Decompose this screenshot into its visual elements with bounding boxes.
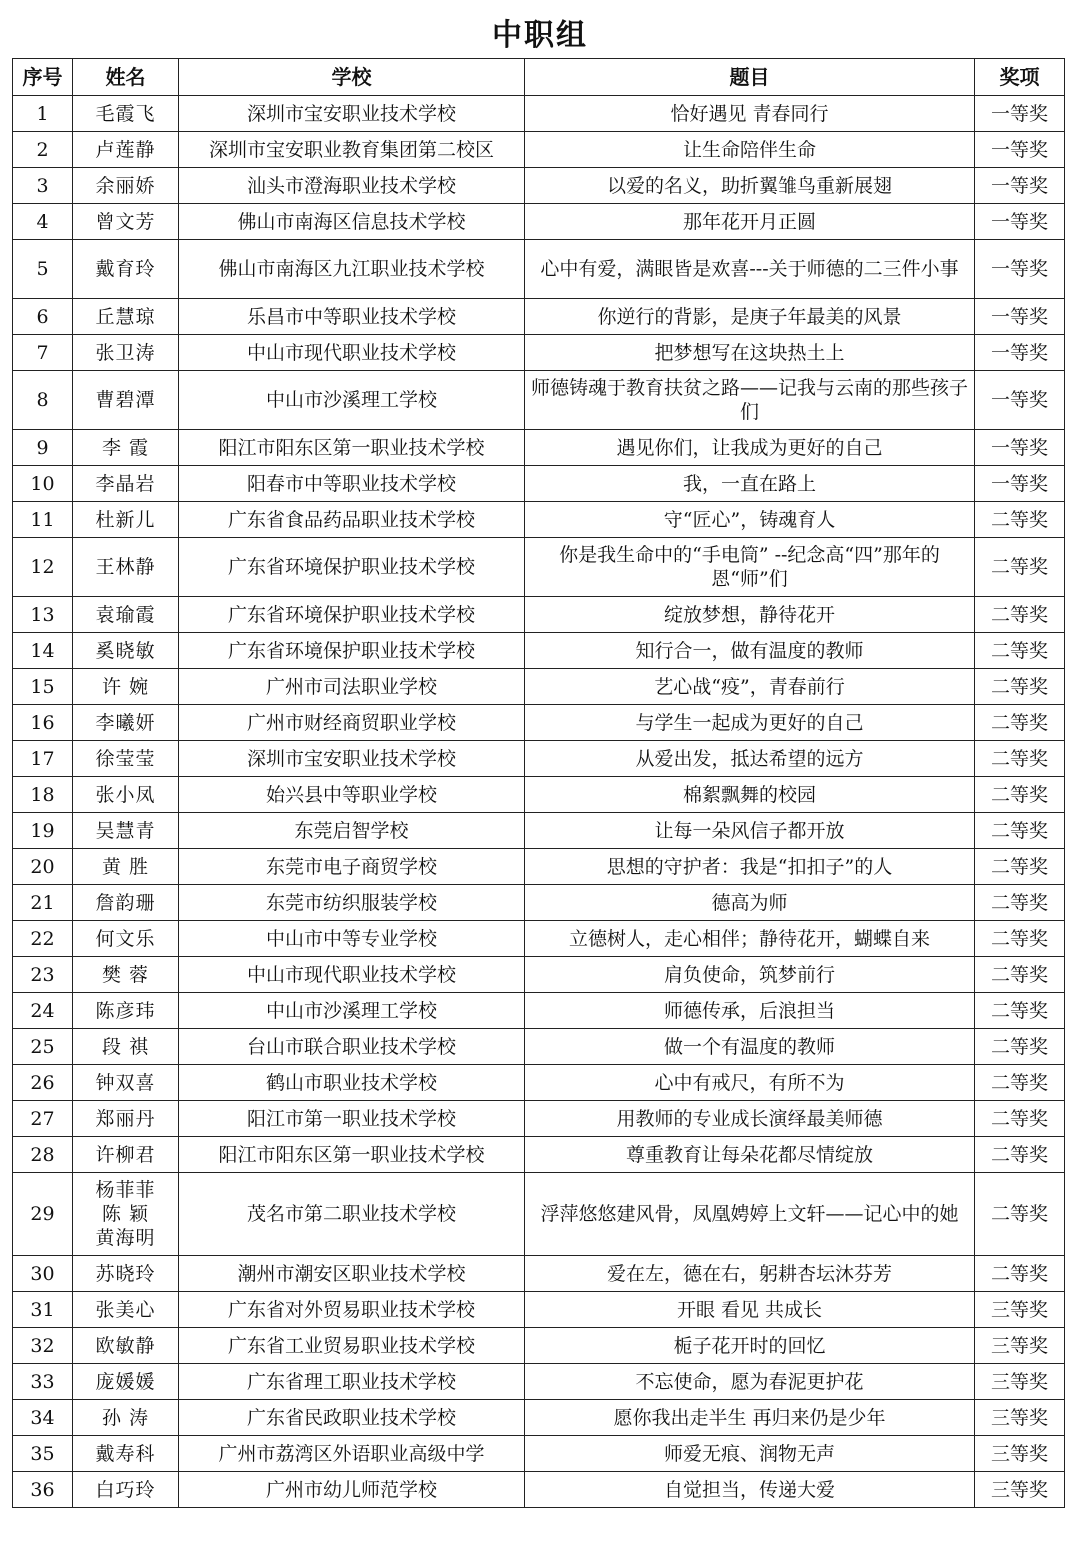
cell-name: 王林静	[73, 538, 179, 597]
cell-school: 汕头市澄海职业技术学校	[179, 168, 525, 204]
cell-award: 二等奖	[975, 777, 1065, 813]
cell-award: 二等奖	[975, 538, 1065, 597]
cell-award: 三等奖	[975, 1292, 1065, 1328]
cell-award: 二等奖	[975, 1173, 1065, 1256]
cell-name: 李晶岩	[73, 466, 179, 502]
table-row	[13, 921, 1065, 957]
header-topic: 题目	[525, 59, 975, 96]
cell-no: 20	[13, 849, 73, 885]
cell-no: 13	[13, 597, 73, 633]
table-row	[13, 1328, 1065, 1364]
table-row	[13, 705, 1065, 741]
cell-name: 苏晓玲	[73, 1256, 179, 1292]
cell-school: 广东省食品药品职业技术学校	[179, 502, 525, 538]
cell-no: 32	[13, 1328, 73, 1364]
cell-no: 7	[13, 335, 73, 371]
cell-school: 广东省工业贸易职业技术学校	[179, 1328, 525, 1364]
cell-topic: 爱在左，德在右，躬耕杏坛沐芬芳	[525, 1256, 975, 1292]
cell-award: 二等奖	[975, 502, 1065, 538]
cell-award: 一等奖	[975, 240, 1065, 299]
cell-name: 许 婉	[73, 669, 179, 705]
cell-school: 佛山市南海区信息技术学校	[179, 204, 525, 240]
cell-no: 21	[13, 885, 73, 921]
table-row	[13, 335, 1065, 371]
cell-no: 15	[13, 669, 73, 705]
cell-school: 鹤山市职业技术学校	[179, 1065, 525, 1101]
cell-school: 阳江市第一职业技术学校	[179, 1101, 525, 1137]
cell-name: 丘慧琼	[73, 299, 179, 335]
cell-name: 曹碧潭	[73, 371, 179, 430]
cell-topic: 知行合一，做有温度的教师	[525, 633, 975, 669]
cell-school: 深圳市宝安职业教育集团第二校区	[179, 132, 525, 168]
cell-topic: 我，一直在路上	[525, 466, 975, 502]
cell-name: 樊 蓉	[73, 957, 179, 993]
table-row	[13, 597, 1065, 633]
cell-name: 许柳君	[73, 1137, 179, 1173]
table-row	[13, 168, 1065, 204]
cell-award: 一等奖	[975, 204, 1065, 240]
cell-topic: 思想的守护者：我是“扣扣子”的人	[525, 849, 975, 885]
cell-no: 31	[13, 1292, 73, 1328]
cell-award: 一等奖	[975, 168, 1065, 204]
table-row	[13, 813, 1065, 849]
cell-school: 广东省理工职业技术学校	[179, 1364, 525, 1400]
cell-topic: 让每一朵风信子都开放	[525, 813, 975, 849]
cell-school: 深圳市宝安职业技术学校	[179, 741, 525, 777]
cell-name: 吴慧青	[73, 813, 179, 849]
table-row	[13, 885, 1065, 921]
table-row	[13, 371, 1065, 430]
cell-school: 中山市沙溪理工学校	[179, 993, 525, 1029]
cell-topic: 浮萍悠悠建风骨，凤凰娉婷上文轩——记心中的她	[525, 1173, 975, 1256]
cell-topic: 从爱出发，抵达希望的远方	[525, 741, 975, 777]
cell-topic: 把梦想写在这块热土上	[525, 335, 975, 371]
cell-school: 广州市荔湾区外语职业高级中学	[179, 1436, 525, 1472]
cell-award: 二等奖	[975, 885, 1065, 921]
cell-name: 白巧玲	[73, 1472, 179, 1508]
cell-no: 9	[13, 430, 73, 466]
table-row	[13, 1436, 1065, 1472]
cell-award: 二等奖	[975, 921, 1065, 957]
cell-no: 24	[13, 993, 73, 1029]
cell-name: 曾文芳	[73, 204, 179, 240]
cell-topic: 艺心战“疫”，青春前行	[525, 669, 975, 705]
cell-topic: 师德传承，后浪担当	[525, 993, 975, 1029]
header-row	[13, 59, 1065, 96]
cell-school: 广州市财经商贸职业学校	[179, 705, 525, 741]
table-row	[13, 957, 1065, 993]
page-title: 中职组	[492, 18, 588, 53]
cell-award: 三等奖	[975, 1400, 1065, 1436]
cell-name: 黄 胜	[73, 849, 179, 885]
cell-topic: 不忘使命，愿为春泥更护花	[525, 1364, 975, 1400]
cell-topic: 与学生一起成为更好的自己	[525, 705, 975, 741]
table-row	[13, 538, 1065, 597]
cell-topic: 守“匠心”，铸魂育人	[525, 502, 975, 538]
table-row	[13, 1173, 1065, 1256]
cell-name: 张小凤	[73, 777, 179, 813]
cell-no: 4	[13, 204, 73, 240]
cell-school: 东莞市电子商贸学校	[179, 849, 525, 885]
table-row	[13, 1101, 1065, 1137]
cell-no: 34	[13, 1400, 73, 1436]
table-body	[13, 96, 1065, 1508]
cell-no: 1	[13, 96, 73, 132]
cell-no: 3	[13, 168, 73, 204]
cell-topic: 以爱的名义，助折翼雏鸟重新展翅	[525, 168, 975, 204]
cell-no: 27	[13, 1101, 73, 1137]
cell-name: 袁瑜霞	[73, 597, 179, 633]
table-row	[13, 777, 1065, 813]
cell-topic: 绽放梦想，静待花开	[525, 597, 975, 633]
cell-award: 二等奖	[975, 705, 1065, 741]
cell-name: 杨菲菲 陈 颖 黄海明	[73, 1173, 179, 1256]
cell-name: 李曦妍	[73, 705, 179, 741]
cell-name: 戴寿科	[73, 1436, 179, 1472]
cell-name: 郑丽丹	[73, 1101, 179, 1137]
cell-school: 广东省环境保护职业技术学校	[179, 538, 525, 597]
cell-topic: 让生命陪伴生命	[525, 132, 975, 168]
cell-no: 17	[13, 741, 73, 777]
cell-school: 广东省民政职业技术学校	[179, 1400, 525, 1436]
cell-name: 卢莲静	[73, 132, 179, 168]
cell-topic: 遇见你们，让我成为更好的自己	[525, 430, 975, 466]
cell-topic: 师爱无痕、润物无声	[525, 1436, 975, 1472]
cell-school: 茂名市第二职业技术学校	[179, 1173, 525, 1256]
cell-award: 二等奖	[975, 669, 1065, 705]
cell-award: 一等奖	[975, 96, 1065, 132]
cell-school: 深圳市宝安职业技术学校	[179, 96, 525, 132]
cell-award: 二等奖	[975, 597, 1065, 633]
cell-topic: 你是我生命中的“手电筒” --纪念高“四”那年的恩“师”们	[525, 538, 975, 597]
cell-award: 二等奖	[975, 1256, 1065, 1292]
cell-award: 二等奖	[975, 1065, 1065, 1101]
cell-award: 二等奖	[975, 957, 1065, 993]
table-row	[13, 204, 1065, 240]
table-row	[13, 633, 1065, 669]
cell-topic: 开眼 看见 共成长	[525, 1292, 975, 1328]
cell-name: 余丽娇	[73, 168, 179, 204]
cell-topic: 师德铸魂于教育扶贫之路——记我与云南的那些孩子们	[525, 371, 975, 430]
cell-award: 二等奖	[975, 993, 1065, 1029]
cell-name: 詹韵珊	[73, 885, 179, 921]
table-row	[13, 132, 1065, 168]
cell-no: 28	[13, 1137, 73, 1173]
cell-award: 三等奖	[975, 1436, 1065, 1472]
cell-name: 钟双喜	[73, 1065, 179, 1101]
cell-award: 二等奖	[975, 741, 1065, 777]
cell-topic: 尊重教育让每朵花都尽情绽放	[525, 1137, 975, 1173]
table-row	[13, 299, 1065, 335]
cell-name: 孙 涛	[73, 1400, 179, 1436]
cell-school: 始兴县中等职业学校	[179, 777, 525, 813]
cell-school: 广东省环境保护职业技术学校	[179, 597, 525, 633]
header-school: 学校	[179, 59, 525, 96]
cell-no: 14	[13, 633, 73, 669]
table-row	[13, 466, 1065, 502]
cell-name: 段 祺	[73, 1029, 179, 1065]
cell-topic: 用教师的专业成长演绎最美师德	[525, 1101, 975, 1137]
cell-award: 二等奖	[975, 1137, 1065, 1173]
cell-award: 三等奖	[975, 1328, 1065, 1364]
cell-name: 庞媛媛	[73, 1364, 179, 1400]
cell-award: 一等奖	[975, 371, 1065, 430]
cell-no: 35	[13, 1436, 73, 1472]
cell-topic: 自觉担当，传递大爱	[525, 1472, 975, 1508]
cell-no: 25	[13, 1029, 73, 1065]
cell-topic: 德高为师	[525, 885, 975, 921]
table-row	[13, 1029, 1065, 1065]
cell-award: 二等奖	[975, 633, 1065, 669]
table-row	[13, 430, 1065, 466]
cell-name: 张美心	[73, 1292, 179, 1328]
cell-no: 8	[13, 371, 73, 430]
table-row	[13, 1472, 1065, 1508]
cell-no: 29	[13, 1173, 73, 1256]
cell-award: 一等奖	[975, 466, 1065, 502]
cell-award: 二等奖	[975, 1101, 1065, 1137]
cell-no: 26	[13, 1065, 73, 1101]
cell-no: 30	[13, 1256, 73, 1292]
cell-name: 戴育玲	[73, 240, 179, 299]
cell-school: 广东省对外贸易职业技术学校	[179, 1292, 525, 1328]
table-row	[13, 1292, 1065, 1328]
table-row	[13, 741, 1065, 777]
cell-school: 乐昌市中等职业技术学校	[179, 299, 525, 335]
cell-award: 二等奖	[975, 1029, 1065, 1065]
cell-topic: 愿你我出走半生 再归来仍是少年	[525, 1400, 975, 1436]
cell-school: 中山市现代职业技术学校	[179, 335, 525, 371]
cell-name: 张卫涛	[73, 335, 179, 371]
cell-topic: 心中有爱，满眼皆是欢喜---关于师德的二三件小事	[525, 240, 975, 299]
cell-name: 徐莹莹	[73, 741, 179, 777]
cell-school: 台山市联合职业技术学校	[179, 1029, 525, 1065]
cell-award: 一等奖	[975, 299, 1065, 335]
awards-table	[12, 58, 1065, 1508]
table-row	[13, 96, 1065, 132]
cell-no: 2	[13, 132, 73, 168]
cell-no: 18	[13, 777, 73, 813]
cell-topic: 棉絮飘舞的校园	[525, 777, 975, 813]
table-row	[13, 1364, 1065, 1400]
cell-topic: 恰好遇见 青春同行	[525, 96, 975, 132]
cell-topic: 做一个有温度的教师	[525, 1029, 975, 1065]
table-row	[13, 1137, 1065, 1173]
cell-no: 33	[13, 1364, 73, 1400]
header-no: 序号	[13, 59, 73, 96]
cell-no: 36	[13, 1472, 73, 1508]
cell-name: 陈彦玮	[73, 993, 179, 1029]
cell-no: 5	[13, 240, 73, 299]
cell-topic: 那年花开月正圆	[525, 204, 975, 240]
cell-no: 12	[13, 538, 73, 597]
cell-school: 广东省环境保护职业技术学校	[179, 633, 525, 669]
cell-school: 阳江市阳东区第一职业技术学校	[179, 430, 525, 466]
header-name: 姓名	[73, 59, 179, 96]
table-row	[13, 1065, 1065, 1101]
cell-no: 10	[13, 466, 73, 502]
cell-no: 23	[13, 957, 73, 993]
cell-topic: 心中有戒尺，有所不为	[525, 1065, 975, 1101]
cell-award: 二等奖	[975, 813, 1065, 849]
cell-no: 22	[13, 921, 73, 957]
cell-name: 杜新儿	[73, 502, 179, 538]
table-row	[13, 240, 1065, 299]
cell-topic: 肩负使命，筑梦前行	[525, 957, 975, 993]
table-row	[13, 849, 1065, 885]
cell-school: 佛山市南海区九江职业技术学校	[179, 240, 525, 299]
cell-school: 中山市沙溪理工学校	[179, 371, 525, 430]
cell-award: 二等奖	[975, 849, 1065, 885]
cell-school: 东莞启智学校	[179, 813, 525, 849]
cell-no: 6	[13, 299, 73, 335]
cell-name: 毛霞飞	[73, 96, 179, 132]
table-row	[13, 669, 1065, 705]
cell-school: 中山市现代职业技术学校	[179, 957, 525, 993]
cell-school: 广州市幼儿师范学校	[179, 1472, 525, 1508]
cell-no: 19	[13, 813, 73, 849]
cell-award: 一等奖	[975, 335, 1065, 371]
cell-topic: 你逆行的背影，是庚子年最美的风景	[525, 299, 975, 335]
table-header	[13, 59, 1065, 96]
cell-award: 一等奖	[975, 430, 1065, 466]
cell-name: 奚晓敏	[73, 633, 179, 669]
cell-no: 16	[13, 705, 73, 741]
cell-school: 广州市司法职业学校	[179, 669, 525, 705]
cell-award: 一等奖	[975, 132, 1065, 168]
table-row	[13, 1400, 1065, 1436]
cell-award: 三等奖	[975, 1472, 1065, 1508]
table-row	[13, 993, 1065, 1029]
cell-no: 11	[13, 502, 73, 538]
cell-school: 中山市中等专业学校	[179, 921, 525, 957]
cell-name: 欧敏静	[73, 1328, 179, 1364]
cell-topic: 立德树人，走心相伴；静待花开，蝴蝶自来	[525, 921, 975, 957]
header-award: 奖项	[975, 59, 1065, 96]
cell-school: 阳春市中等职业技术学校	[179, 466, 525, 502]
cell-school: 潮州市潮安区职业技术学校	[179, 1256, 525, 1292]
cell-award: 三等奖	[975, 1364, 1065, 1400]
table-row	[13, 1256, 1065, 1292]
cell-school: 东莞市纺织服装学校	[179, 885, 525, 921]
cell-topic: 栀子花开时的回忆	[525, 1328, 975, 1364]
table-row	[13, 502, 1065, 538]
cell-name: 何文乐	[73, 921, 179, 957]
cell-school: 阳江市阳东区第一职业技术学校	[179, 1137, 525, 1173]
cell-name: 李 霞	[73, 430, 179, 466]
